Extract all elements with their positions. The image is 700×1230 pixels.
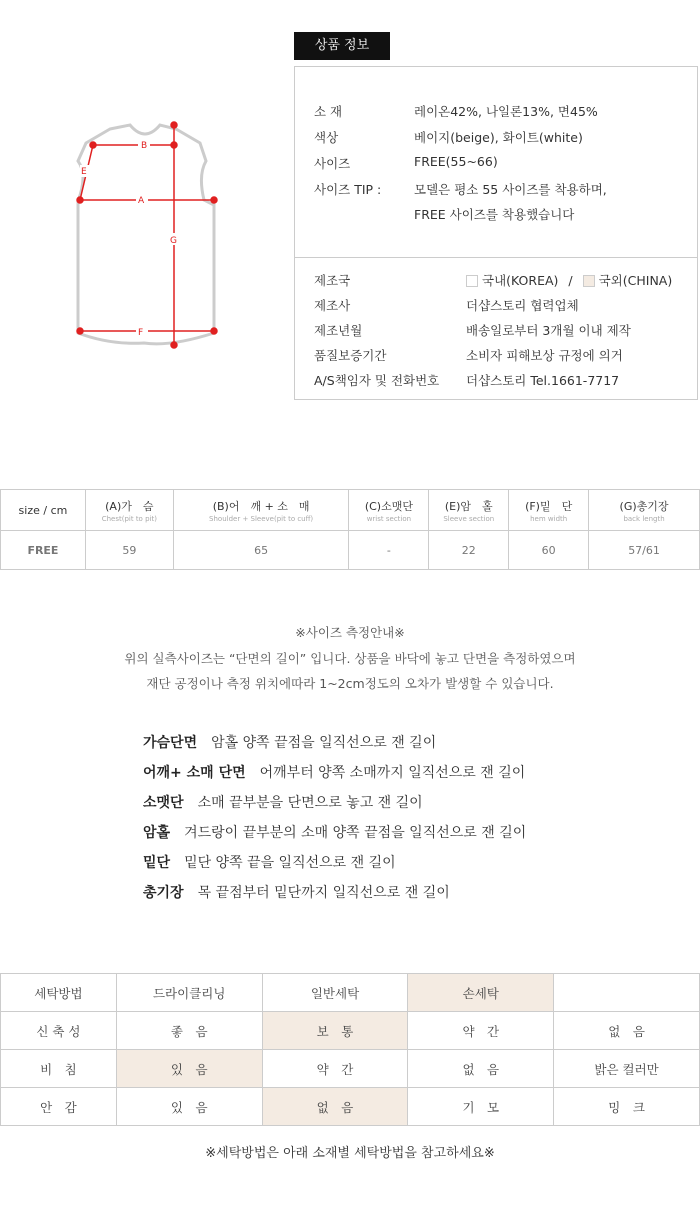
size-cell: FREE — [1, 531, 86, 570]
product-info-title: 상품 정보 — [294, 32, 390, 60]
header-wrist: (C)소맷단 wrist section — [349, 490, 429, 531]
definition-list — [143, 732, 526, 912]
lining-yes: 있 음 — [116, 1088, 262, 1126]
wash-label: 세탁방법 — [1, 974, 117, 1012]
label-a: A — [138, 196, 145, 206]
wrist-cell: - — [349, 531, 429, 570]
origin-options — [466, 271, 672, 289]
size-table-header — [1, 490, 700, 531]
garment-outline — [78, 125, 214, 344]
length-cell: 57/61 — [589, 531, 700, 570]
lining-mink: 밍 크 — [554, 1088, 700, 1126]
header-shoulder-sleeve: (B)어 깨 + 소 매 Shoulder + Sleeve(pit to cuff) — [173, 490, 349, 531]
label-f: F — [138, 328, 144, 338]
list-item: 가슴단면 암홀 양쪽 끝점을 일직선으로 잰 길이 — [143, 735, 437, 751]
table-row — [1, 1050, 700, 1088]
info-value-size: FREE(55~66) — [414, 154, 498, 169]
info-value-date: 배송일로부터 3개월 이내 제작 — [466, 323, 631, 338]
list-item: 어깨+ 소매 단면 어깨부터 양쪽 소매까지 일직선으로 잰 길이 — [143, 765, 526, 781]
label-g: G — [170, 236, 177, 246]
info-label-origin: 제조국 — [314, 273, 351, 288]
label-e: E — [81, 167, 87, 177]
info-label-material: 소 재 — [314, 104, 343, 119]
table-row — [1, 531, 700, 570]
info-label-warranty: 품질보증기간 — [314, 348, 387, 363]
info-label-as: A/S책임자 및 전화번호 — [314, 373, 440, 388]
header-length: (G)총기장 back length — [589, 490, 700, 531]
origin-foreign: 국외(CHINA) — [598, 273, 673, 288]
info-label-size-tip: 사이즈 TIP : — [314, 182, 382, 197]
lining-label: 안 감 — [1, 1088, 117, 1126]
stretch-good: 좋 음 — [116, 1012, 262, 1050]
table-row — [1, 1088, 700, 1126]
info-value-maker: 더샵스토리 협력업체 — [466, 298, 579, 313]
info-value-color: 베이지(beige), 화이트(white) — [414, 130, 583, 145]
info-value-as: 더샵스토리 Tel.1661-7717 — [466, 373, 620, 388]
sheer-slight: 약 간 — [262, 1050, 408, 1088]
sheer-bright: 밝은 컬러만 — [554, 1050, 700, 1088]
header-chest: (A)가 슴 Chest(pit to pit) — [85, 490, 173, 531]
info-value-size-tip: 모델은 평소 55 사이즈를 착용하며, — [414, 182, 607, 197]
wash-empty — [554, 974, 700, 1012]
armhole-cell: 22 — [429, 531, 509, 570]
origin-slash: / — [568, 273, 573, 288]
wash-hand: 손세탁 — [408, 974, 554, 1012]
measure-note-line2: 재단 공정이나 측정 위치에따라 1~2cm정도의 오차가 발생할 수 있습니다. — [146, 676, 554, 691]
sheer-yes: 있 음 — [116, 1050, 262, 1088]
hem-cell: 60 — [509, 531, 589, 570]
measure-note-line1: 위의 실측사이즈는 “단면의 길이” 입니다. 상품을 바닥에 놓고 단면을 측정하였으며 — [124, 651, 576, 666]
sheer-label: 비 침 — [1, 1050, 117, 1088]
list-item: 암홀 겨드랑이 끝부분의 소매 양쪽 끝점을 일직선으로 잰 길이 — [143, 825, 527, 841]
list-item: 소맷단 소매 끝부분을 단면으로 놓고 잰 길이 — [143, 795, 423, 811]
header-armhole: (E)암 홀 Sleeve section — [429, 490, 509, 531]
info-value-material: 레이온42%, 나일론13%, 면45% — [414, 104, 598, 119]
stretch-label: 신 축 성 — [1, 1012, 117, 1050]
info-label-maker: 제조사 — [314, 298, 351, 313]
info-label-color: 색상 — [314, 130, 339, 145]
stretch-normal: 보 통 — [262, 1012, 408, 1050]
lining-none: 없 음 — [262, 1088, 408, 1126]
stretch-none: 없 음 — [554, 1012, 700, 1050]
info-value-size-tip-2: FREE 사이즈를 착용했습니다 — [414, 207, 575, 222]
lining-brushed: 기 모 — [408, 1088, 554, 1126]
label-b: B — [141, 141, 148, 151]
sheer-none: 없 음 — [408, 1050, 554, 1088]
wash-dry: 드라이클리닝 — [116, 974, 262, 1012]
wash-table — [0, 973, 700, 1126]
info-label-size: 사이즈 — [314, 156, 351, 171]
table-row — [1, 974, 700, 1012]
origin-domestic: 국내(KOREA) — [482, 273, 559, 288]
chest-cell: 59 — [85, 531, 173, 570]
list-item: 총기장 목 끝점부터 밑단까지 일직선으로 잰 길이 — [143, 885, 450, 901]
info-label-date: 제조년월 — [314, 323, 363, 338]
header-size: size / cm — [1, 490, 86, 531]
domestic-checkbox — [466, 275, 478, 287]
foreign-checkbox — [583, 275, 595, 287]
table-row — [1, 1012, 700, 1050]
header-hem: (F)밑 단 hem width — [509, 490, 589, 531]
garment-measurement-diagram — [70, 115, 230, 355]
wash-note: ※세탁방법은 아래 소재별 세탁방법을 참고하세요※ — [205, 1146, 495, 1161]
wash-normal: 일반세탁 — [262, 974, 408, 1012]
info-value-warranty: 소비자 피해보상 규정에 의거 — [466, 348, 623, 363]
info-divider — [295, 257, 697, 258]
size-table — [0, 489, 700, 570]
stretch-slight: 약 간 — [408, 1012, 554, 1050]
shoulder-sleeve-cell: 65 — [173, 531, 349, 570]
measure-note-title: ※사이즈 측정안내※ — [295, 625, 405, 640]
list-item: 밑단 밑단 양쪽 끝을 일직선으로 잰 길이 — [143, 855, 396, 871]
